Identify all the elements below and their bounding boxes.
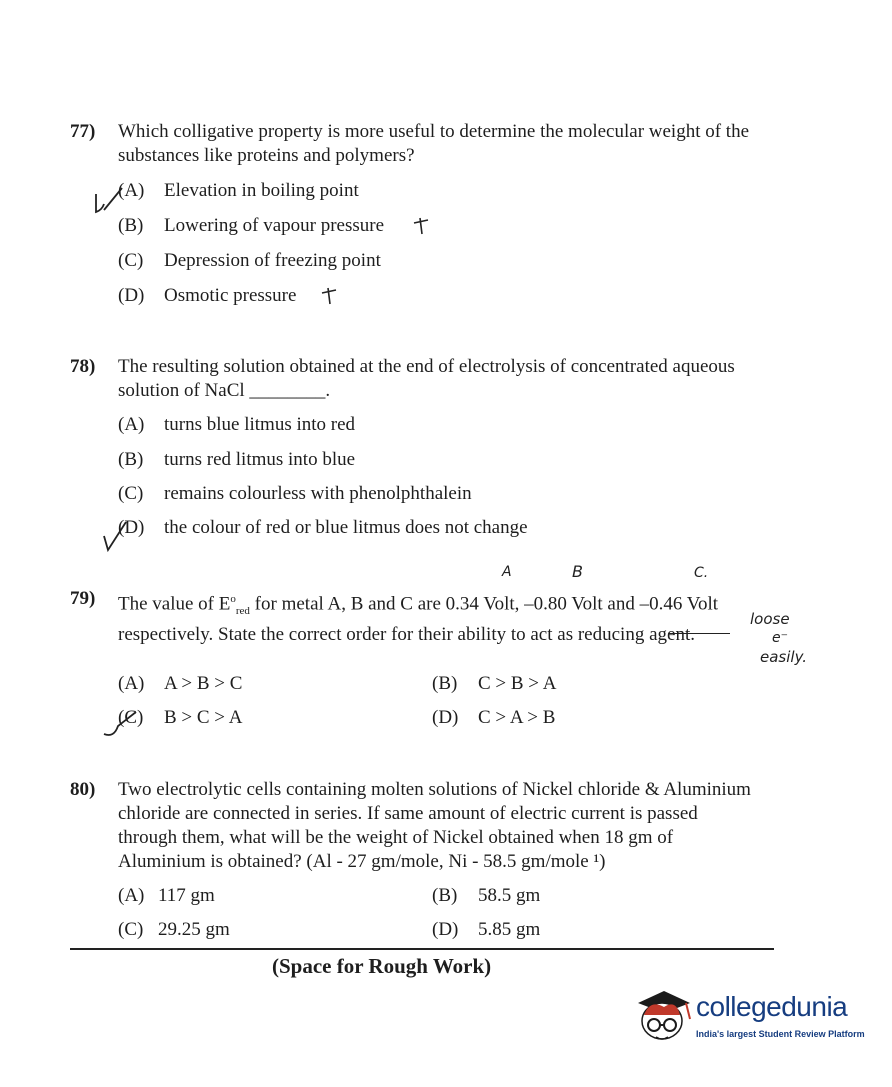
- question-number: 80): [70, 779, 96, 800]
- question-text: The resulting solution obtained at the end of electrolysis of concentrated aqueous solution of NaCl ________.: [118, 356, 735, 401]
- question-number: 78): [70, 356, 96, 377]
- option-77-a[interactable]: (A) Elevation in boiling point: [118, 180, 359, 201]
- option-77-d[interactable]: (D) Osmotic pressure: [118, 285, 297, 306]
- option-80-b[interactable]: (B) 58.5 gm: [432, 885, 541, 906]
- handwritten-note: easily.: [760, 648, 808, 666]
- logo-wordmark: collegedunia: [696, 991, 848, 1022]
- option-79-a[interactable]: (A) A > B > C: [118, 673, 243, 694]
- handwritten-note: loose: [750, 610, 790, 628]
- tick-mark-icon: [100, 518, 130, 554]
- option-78-d[interactable]: (D) the colour of red or blue litmus does not change: [118, 517, 528, 538]
- option-79-c[interactable]: (C) B > C > A: [118, 707, 243, 728]
- option-79-d[interactable]: (D) C > A > B: [432, 707, 556, 728]
- question-text: Which colligative property is more useful to determine the molecular weight of the substances like proteins and polymers?: [118, 121, 750, 166]
- tick-mark-icon: [92, 184, 128, 218]
- logo-tagline: India's largest Student Review Platform: [696, 1029, 865, 1039]
- option-78-b[interactable]: (B) turns red litmus into blue: [118, 449, 356, 470]
- question-text: Two electrolytic cells containing molten solutions of Nickel chloride & Aluminium chloride are connected in series. If same amount of electric current is passed through them, what will be the weight of Nickel obtained when 18 gm of Aluminium is obtained? (Al - 27 gm/mole, Ni - 58.5 gm/mole ¹): [118, 779, 751, 872]
- option-78-c[interactable]: (C) remains colourless with phenolphthalein: [118, 483, 472, 504]
- question-number: 79): [70, 588, 96, 609]
- mascot-icon: [630, 985, 696, 1053]
- question-number: 77): [70, 121, 96, 142]
- tick-mark-icon: [100, 708, 140, 742]
- option-77-b[interactable]: (B) Lowering of vapour pressure: [118, 215, 385, 236]
- option-79-b[interactable]: (B) C > B > A: [432, 673, 557, 694]
- cross-mark-icon: [412, 216, 430, 236]
- question-text: The value of $E^o_{red}$ for metal A, B and C are 0.34 Volt, –0.80 Volt and –0.46 Volt respectively. State the correct order for their ability to act as reducing agent.: [118, 593, 719, 646]
- reducing-underline: [668, 633, 730, 634]
- option-77-c[interactable]: (C) Depression of freezing point: [118, 250, 381, 271]
- divider: [70, 948, 774, 950]
- option-80-c[interactable]: (C) 29.25 gm: [118, 919, 230, 940]
- option-80-d[interactable]: (D) 5.85 gm: [432, 919, 541, 940]
- cross-mark-icon: [320, 286, 338, 306]
- collegedunia-logo[interactable]: [630, 985, 870, 1055]
- handwritten-letter-a: A: [502, 564, 512, 580]
- handwritten-letter-b: B: [572, 562, 583, 581]
- handwritten-letter-c: C.: [694, 565, 709, 581]
- handwritten-note: e⁻: [772, 630, 789, 646]
- option-78-a[interactable]: (A) turns blue litmus into red: [118, 414, 356, 435]
- option-80-a[interactable]: (A) 117 gm: [118, 885, 215, 906]
- rough-work-label: (Space for Rough Work): [272, 954, 492, 978]
